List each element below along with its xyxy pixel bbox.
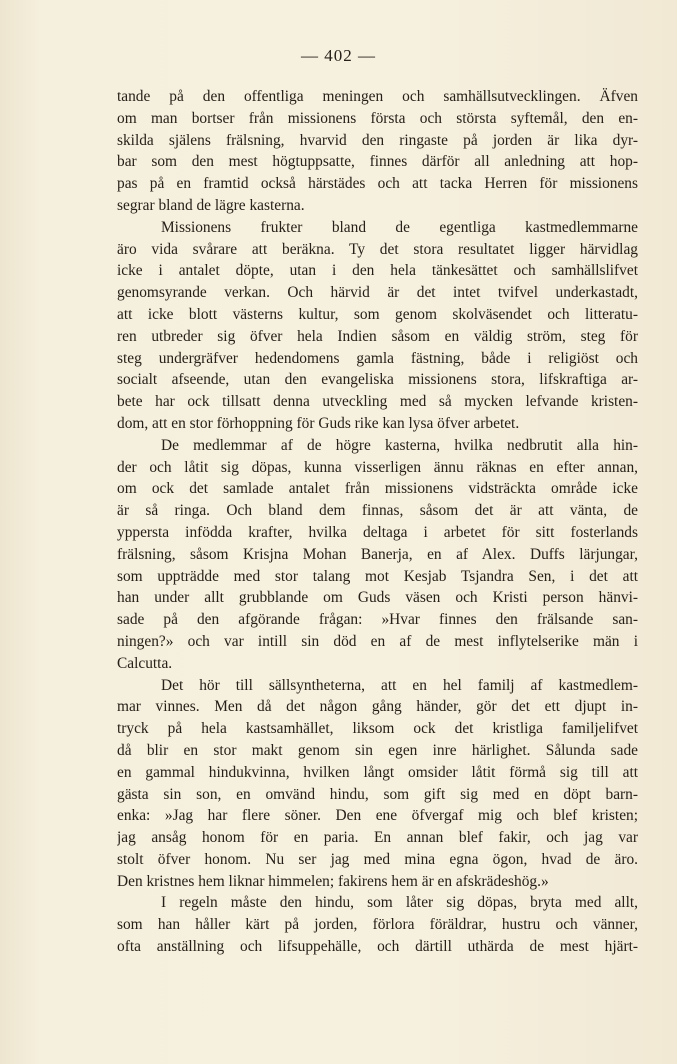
text-line: steg undergräfver hedendomens gamla fästning, både i religiöst och	[117, 349, 638, 367]
text-line: är så ringa. Och bland dem finnas, såsom det är att vänta, de	[117, 502, 638, 520]
text-line: enka: »Jag har flere söner. Den ene öfvergaf mig och blef kristen;	[117, 807, 638, 825]
text-line: I regeln måste den hindu, som låter sig döpas, bryta med allt,	[161, 894, 638, 912]
text-line: ofta anställning och lifsuppehälle, och därtill uthärda de mest hjärt-	[117, 938, 638, 956]
text-line: bar som den mest högtuppsatte, finnes därför all anledning att hop-	[117, 153, 638, 171]
text-line: han under allt grubblande om Guds väsen och Kristi person hänvi-	[117, 589, 638, 607]
text-line: om man bortser från missionens första och största syftemål, den en-	[117, 109, 638, 127]
text-line: gästa sin son, en omvänd hindu, som gift sig med en döpt barn-	[117, 785, 638, 803]
text-line: skilda själens frälsning, hvarvid den ringaste på jorden är lika dyr-	[117, 131, 638, 149]
text-line: sade på den afgörande frågan: »Hvar finnes den frälsande san-	[117, 611, 638, 629]
body-text	[117, 86, 638, 958]
text-line: att icke blott västerns kultur, som genom skolväsendet och litteratu-	[117, 305, 638, 323]
text-line: frälsning, såsom Krisjna Mohan Banerja, en af Alex. Duffs lärjungar,	[117, 545, 638, 563]
text-line: äro vida svårare att beräkna. Ty det stora resultatet ligger härvidlag	[117, 240, 638, 258]
text-line: stolt öfver honom. Nu ser jag med mina egna ögon, hvad de äro.	[117, 850, 638, 868]
text-line: icke i antalet döpte, utan i den hela tänkesättet och samhällslifvet	[117, 262, 638, 280]
text-line: genomsyrande verkan. Och härvid är det intet tvifvel underkastadt,	[117, 284, 638, 302]
text-line: yppersta infödda krafter, hvilka deltaga i arbetet för sitt fosterlands	[117, 523, 638, 541]
text-line: dom, att en stor förhoppning för Guds rike kan lysa öfver arbetet.	[117, 414, 520, 432]
text-line: tryck på hela kastsamhället, liksom ock det kristliga familjelifvet	[117, 720, 638, 738]
text-line: Calcutta.	[117, 654, 173, 672]
text-line: Den kristnes hem liknar himmelen; fakirens hem är en afskrädeshög.»	[117, 872, 549, 890]
text-line: bete har ock tillsatt denna utveckling med så mycken lefvande kristen-	[117, 393, 638, 411]
page-number: — 402 —	[301, 46, 376, 65]
text-line: om ock det samlade antalet från missionens vidsträckta område icke	[117, 480, 638, 498]
text-line: som uppträdde med stor talang mot Kesjab Tsjandra Sen, i det att	[117, 567, 638, 585]
text-line: jag ansåg honom för en paria. En annan blef fakir, och jag var	[117, 829, 638, 847]
text-line: socialt afseende, utan den evangeliska missionens stora, lifskraftiga ar-	[117, 371, 638, 389]
text-line: mar vinnes. Men då det någon gång händer, gör det ett djupt in-	[117, 698, 638, 716]
text-line: Missionens frukter bland de egentliga kastmedlemmarne	[161, 218, 638, 236]
text-line: De medlemmar af de högre kasterna, hvilka nedbrutit alla hin-	[161, 436, 638, 454]
text-line: en gammal hindukvinna, hvilken långt omsider låtit förmå sig till att	[117, 763, 638, 781]
text-line: ningen?» och var intill sin död en af de mest inflytelserike män i	[117, 632, 638, 650]
text-line: som han håller kärt på jorden, förlora föräldrar, hustru och vänner,	[117, 916, 638, 934]
text-line: Det hör till sällsyntheterna, att en hel familj af kastmedlem-	[161, 676, 638, 694]
text-line: ren utbreder sig öfver hela Indien såsom en väldig ström, steg för	[117, 327, 638, 345]
text-line: pas på en framtid också härstädes och att tacka Herren för missionens	[117, 175, 638, 193]
text-line: segrar bland de lägre kasterna.	[117, 196, 305, 214]
text-line: tande på den offentliga meningen och samhällsutvecklingen. Äfven	[117, 88, 638, 105]
text-line: der och låtit sig döpas, kunna visserligen ännu räknas en efter annan,	[117, 458, 638, 476]
text-line: då blir en stor makt genom sin egen inre härlighet. Sålunda sade	[117, 741, 638, 759]
